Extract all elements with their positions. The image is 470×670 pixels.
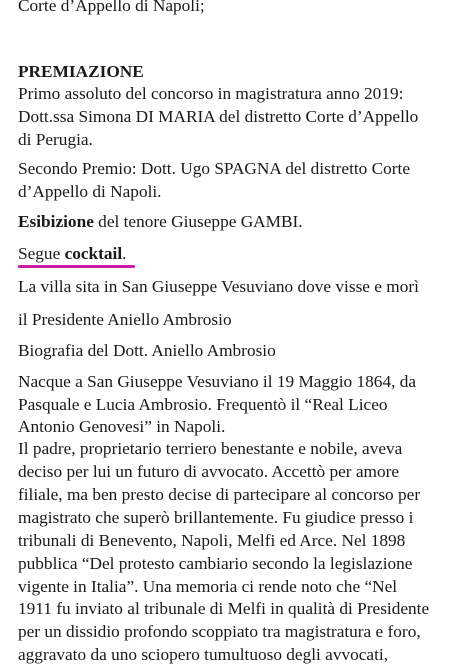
bio-para2-line-5: tribunali di Benevento, Napoli, Melfi ed Arce. Nel 1898 bbox=[18, 531, 406, 550]
bio-para2-line-6: pubblica “Del protesto cambiario secondo la legislazione bbox=[18, 554, 413, 573]
first-prize-line-3: di Perugia. bbox=[18, 130, 93, 149]
villa-line: La villa sita in San Giuseppe Vesuviano dove visse e morì bbox=[18, 277, 419, 296]
bio-para2-line-4: magistrato che superò brillantemente. Fu giudice presso i bbox=[18, 508, 414, 527]
cocktail-bold: cocktail bbox=[64, 244, 123, 263]
section-heading: PREMIAZIONE bbox=[18, 62, 144, 81]
cocktail-line bbox=[18, 243, 126, 265]
exhibition-bold: Esibizione bbox=[18, 212, 94, 231]
bio-para2-line-7: vigente in Italia”. Una memoria ci rende noto che “Nel bbox=[18, 577, 398, 596]
highlight-underline bbox=[18, 265, 135, 268]
second-prize-line-2: d’Appello di Napoli. bbox=[18, 182, 162, 201]
bio-title: Biografia del Dott. Aniello Ambrosio bbox=[18, 341, 276, 360]
bio-para1-line-1: Nacque a San Giuseppe Vesuviano il 19 Maggio 1864, da bbox=[18, 372, 417, 391]
top-line: Corte d’Appello di Napoli; bbox=[18, 0, 205, 15]
exhibition-line bbox=[18, 211, 303, 233]
bio-para2-line-3: filiale, ma ben presto decise di partecipare al concorso per bbox=[18, 485, 421, 504]
first-prize-line-1: Primo assoluto del concorso in magistratura anno 2019: bbox=[18, 84, 404, 103]
second-prize-line-1: Secondo Premio: Dott. Ugo SPAGNA del distretto Corte bbox=[18, 159, 411, 178]
cocktail-prefix: Segue bbox=[18, 244, 65, 263]
bio-para2-line-9: per un dissidio profondo scoppiato tra magistratura e foro, bbox=[18, 622, 421, 641]
bio-para2-line-1: Il padre, proprietario terriero benestante e nobile, aveva bbox=[18, 439, 403, 458]
bio-para1-line-2: Pasquale e Lucia Ambrosio. Frequentò il “Real Liceo bbox=[18, 395, 388, 414]
bio-para1-line-3: Antonio Genovesi” in Napoli. bbox=[18, 417, 226, 436]
bio-para2-line-10: aggravato da uno sciopero tumultuoso degli avvocati, bbox=[18, 645, 389, 664]
bio-para2-line-8: 1911 fu inviato al tribunale di Melfi in qualità di Presidente bbox=[18, 599, 430, 618]
first-prize-line-2: Dott.ssa Simona DI MARIA del distretto Corte d’Appello bbox=[18, 107, 419, 126]
exhibition-rest: del tenore Giuseppe GAMBI. bbox=[93, 212, 303, 231]
cocktail-suffix: . bbox=[122, 244, 127, 263]
president-line: il Presidente Aniello Ambrosio bbox=[18, 310, 232, 329]
bio-para2-line-2: deciso per lui un futuro di avvocato. Accettò per amore bbox=[18, 462, 400, 481]
